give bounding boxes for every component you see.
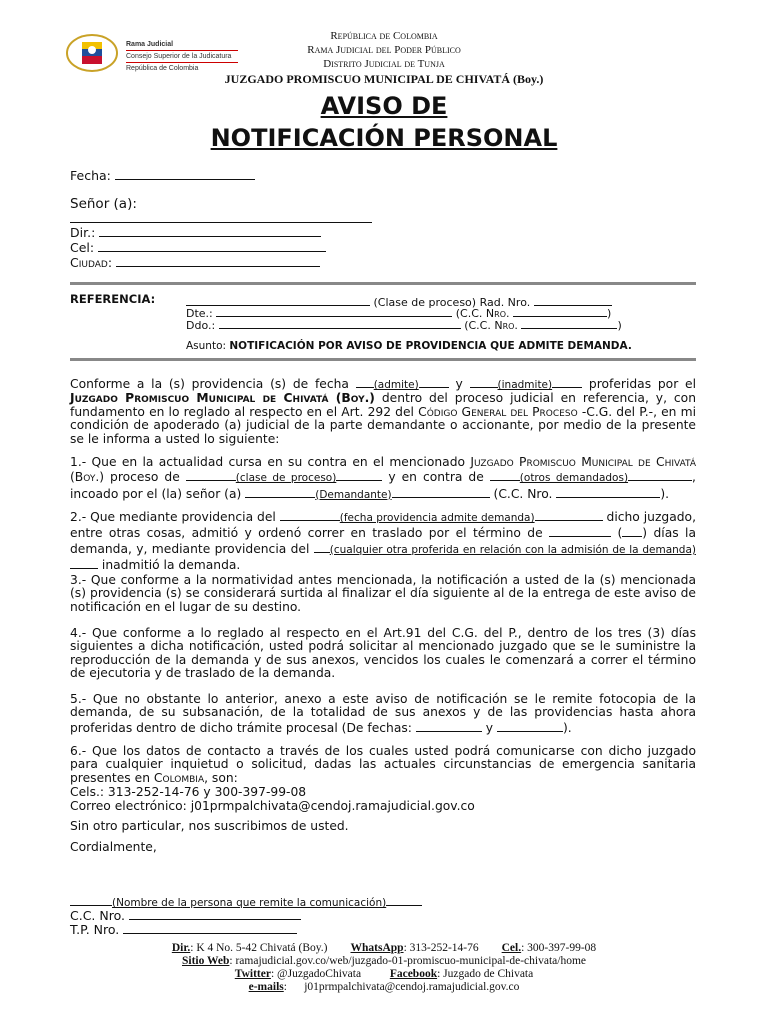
footer-cel-label: Cel. [501,942,522,954]
p5-text-b: ). [562,720,572,735]
footer-dir-value: : K 4 No. 5-42 Chivatá (Boy.) [190,942,328,954]
signature-cc [70,908,301,923]
p5-text-a: 5.- Que no obstante lo anterior, anexo a este aviso de notificación se le remite fotocopia de la demanda, de su subsanación, de la totalidad de sus anexos y de las providencias hasta ahora proferidas dentro de dicho trámite procesal (De fechas: [70,692,696,735]
ref-dte-close: ) [607,307,612,320]
fecha-field [70,168,255,183]
footer-line-2 [0,955,768,969]
intro-cgp: Código General del Proceso [418,404,578,419]
asunto [186,340,632,352]
intro-text-c: dentro del proceso judicial en referencia, y, con fundamento en lo reglado al respecto en el Art. 292 del [70,391,696,419]
footer-dir-label: Dir. [171,942,191,954]
footer-whatsapp-value: : 313-252-14-76 [403,942,479,954]
p1-text-a: 1.- Que en la actualidad cursa en su contra en el mencionado [70,455,466,469]
footer-email-label: e-mails [248,981,284,993]
ref-ddo-label: Ddo.: [186,319,216,332]
contact-email: Correo electrónico: j01prmpalchivata@cendoj.ramajudicial.gov.co [70,799,475,813]
footer-twitter-label: Twitter [234,968,271,980]
senor-line[interactable] [70,211,372,223]
p5-y: y [485,720,494,735]
footer-facebook-value[interactable]: : Juzgado de Chivata [437,968,534,980]
footer-facebook-label: Facebook [389,968,438,980]
p2-otra: (cualquier otra proferida en relación con la admisión de la demanda) [329,543,696,556]
p1-text-d: , incoado por el (la) señor (a) [70,470,696,501]
ref-dte-cc: (C.C. Nro. [455,307,510,320]
logo-line-1: Rama Judicial [126,41,174,48]
fecha-line[interactable] [115,168,255,180]
footer-web-label: Sitio Web [182,955,230,967]
header-court: JUZGADO PROMISCUO MUNICIPAL DE CHIVATÁ (Boy.) [224,72,544,86]
signature-name-text: (Nombre de la persona que remite la comunicación) [112,897,387,909]
p1-court: Juzgado Promiscuo Municipal de Chivatá (Boy.) [70,455,696,485]
signature-cc-line[interactable] [129,908,301,920]
ciudad-field [70,255,320,270]
logo-line-3: República de Colombia [126,65,199,72]
cordialmente: Cordialmente, [70,840,157,854]
signature-tp-line[interactable] [123,922,297,934]
paragraph-4: 4.- Que conforme a lo reglado al respecto en el Art.91 del C.G. del P., dentro de los tres (3) días siguientes a dicha notificación, usted podrá solicitar al mencionado juzgado que se le suministre la reproducción de la demanda y de sus anexos, vencidos los cuales le comenzará a correr el término de ejecutoria y de traslado de la demanda. [70,626,696,681]
signature-cc-label: C.C. Nro. [70,908,125,923]
ref-dte-line[interactable] [216,305,452,317]
footer-line-3 [0,968,768,982]
intro-text-a: Conforme a la (s) providencia (s) de fecha [70,377,349,391]
ref-row-3 [186,317,622,332]
p6-text-b: , son: [204,770,238,785]
ref-row-1-text: (Clase de proceso) Rad. Nro. [373,296,531,309]
footer-line-1 [0,942,768,956]
senor-label: Señor (a): [70,196,137,212]
ref-dte-label: Dte.: [186,307,213,320]
signature-tp [70,922,297,937]
paragraph-1 [70,456,696,502]
ref-ddo-line[interactable] [219,317,461,329]
p6-colombia: Colombia [153,770,205,785]
p1-demandante: (Demandante) [315,488,392,501]
ref-dte-cc-line[interactable] [513,305,607,317]
p2-text-b: dicho juzgado, entre otras cosas, admitió y ordenó correr en traslado por el término de [70,510,696,541]
p1-clase: (clase de proceso) [235,472,337,485]
title-line-2: NOTIFICACIÓN PERSONAL [210,124,558,152]
paragraph-5 [70,693,696,735]
footer-email-link[interactable]: : j01prmpalchivata@cendoj.ramajudicial.gov.co [283,981,520,993]
p6-text-a: 6.- Que los datos de contacto a través de los cuales usted podrá comunicarse con dicho juzgado para cualquier inquietud o solicitud, dadas las actuales circunstancias de emergencia sanitaria presentes en [70,744,696,785]
dir-line[interactable] [99,225,321,237]
footer-whatsapp-label: WhatsApp [350,942,404,954]
dir-label: Dir.: [70,225,96,240]
p1-otros: (otros demandados) [519,472,629,485]
intro-inadmite: (inadmite) [497,379,553,391]
intro-y: y [455,377,463,391]
cel-line[interactable] [98,240,326,252]
header-distrito: Distrito Judicial de Tunja [323,58,445,70]
p2-fecha: (fecha providencia admite demanda) [339,512,535,524]
footer-web-link[interactable]: : ramajudicial.gov.co/web/juzgado-01-promiscuo-municipal-de-chivata/home [229,955,586,967]
intro-text-d: -C.G. del P.-, en mi condición de apoderado (a) judicial de la parte demandante o accionante, por medio de la presente se le informa a usted lo siguiente: [70,404,696,446]
footer-twitter-value[interactable]: : @JuzgadoChivata [270,968,362,980]
logo-line-2: Consejo Superior de la Judicatura [126,53,232,60]
p2-text-e: inadmitió la demanda. [101,558,241,573]
header-rama: Rama Judicial del Poder Público [307,44,461,56]
title-line-1: AVISO DE [320,92,448,120]
ref-ddo-cc-line[interactable] [521,317,617,329]
intro-court: Juzgado Promiscuo Municipal de Chivatá (Boy.) [70,391,375,406]
separator-top [70,282,696,285]
ref-ddo-close: ) [617,319,622,332]
separator-bottom [70,358,696,361]
dir-field [70,225,321,240]
paragraph-2 [70,509,696,573]
cel-field [70,240,326,255]
referencia-label: REFERENCIA: [70,292,156,306]
p2-text-a: 2.- Que mediante providencia del [70,510,276,524]
cel-label: Cel: [70,240,95,255]
asunto-text: NOTIFICACIÓN POR AVISO DE PROVIDENCIA QUE ADMITE DEMANDA. [229,340,632,352]
closing-text: Sin otro particular, nos suscribimos de usted. [70,819,349,833]
p2-text-c: ( [617,526,623,541]
p1-text-f: ). [660,486,670,501]
footer-cel-value: : 300-397-99-08 [521,942,597,954]
fecha-label: Fecha: [70,168,111,183]
footer-line-4 [0,981,768,995]
header-republic: República de Colombia [330,30,438,42]
p1-text-b: proceso de [110,470,180,485]
ref-ddo-cc: (C.C. Nro. [464,319,518,332]
signature-tp-label: T.P. Nro. [70,922,120,937]
signature-name[interactable] [70,894,422,909]
intro-text-b: proferidas por el [588,377,696,391]
paragraph-intro [70,376,696,446]
p2-text-d: ) días la demanda, y, mediante providencia del [70,526,696,556]
p1-text-e: (C.C. Nro. [493,486,553,501]
p1-text-c: y en contra de [388,470,484,485]
paragraph-3: 3.- Que conforme a la normatividad antes mencionada, la notificación a usted de la (s) mencionada (s) providencia (s) se considerará surtida al finalizar el día siguiente al de la entrega de este aviso de notificación en el lugar de su destino. [70,573,696,614]
ciudad-label: Ciudad: [70,255,113,270]
ciudad-line[interactable] [116,255,320,267]
contact-cels: Cels.: 313-252-14-76 y 300-397-99-08 [70,785,307,799]
paragraph-6 [70,745,696,785]
intro-admite: (admite) [373,379,419,391]
asunto-label: Asunto: [186,340,227,352]
